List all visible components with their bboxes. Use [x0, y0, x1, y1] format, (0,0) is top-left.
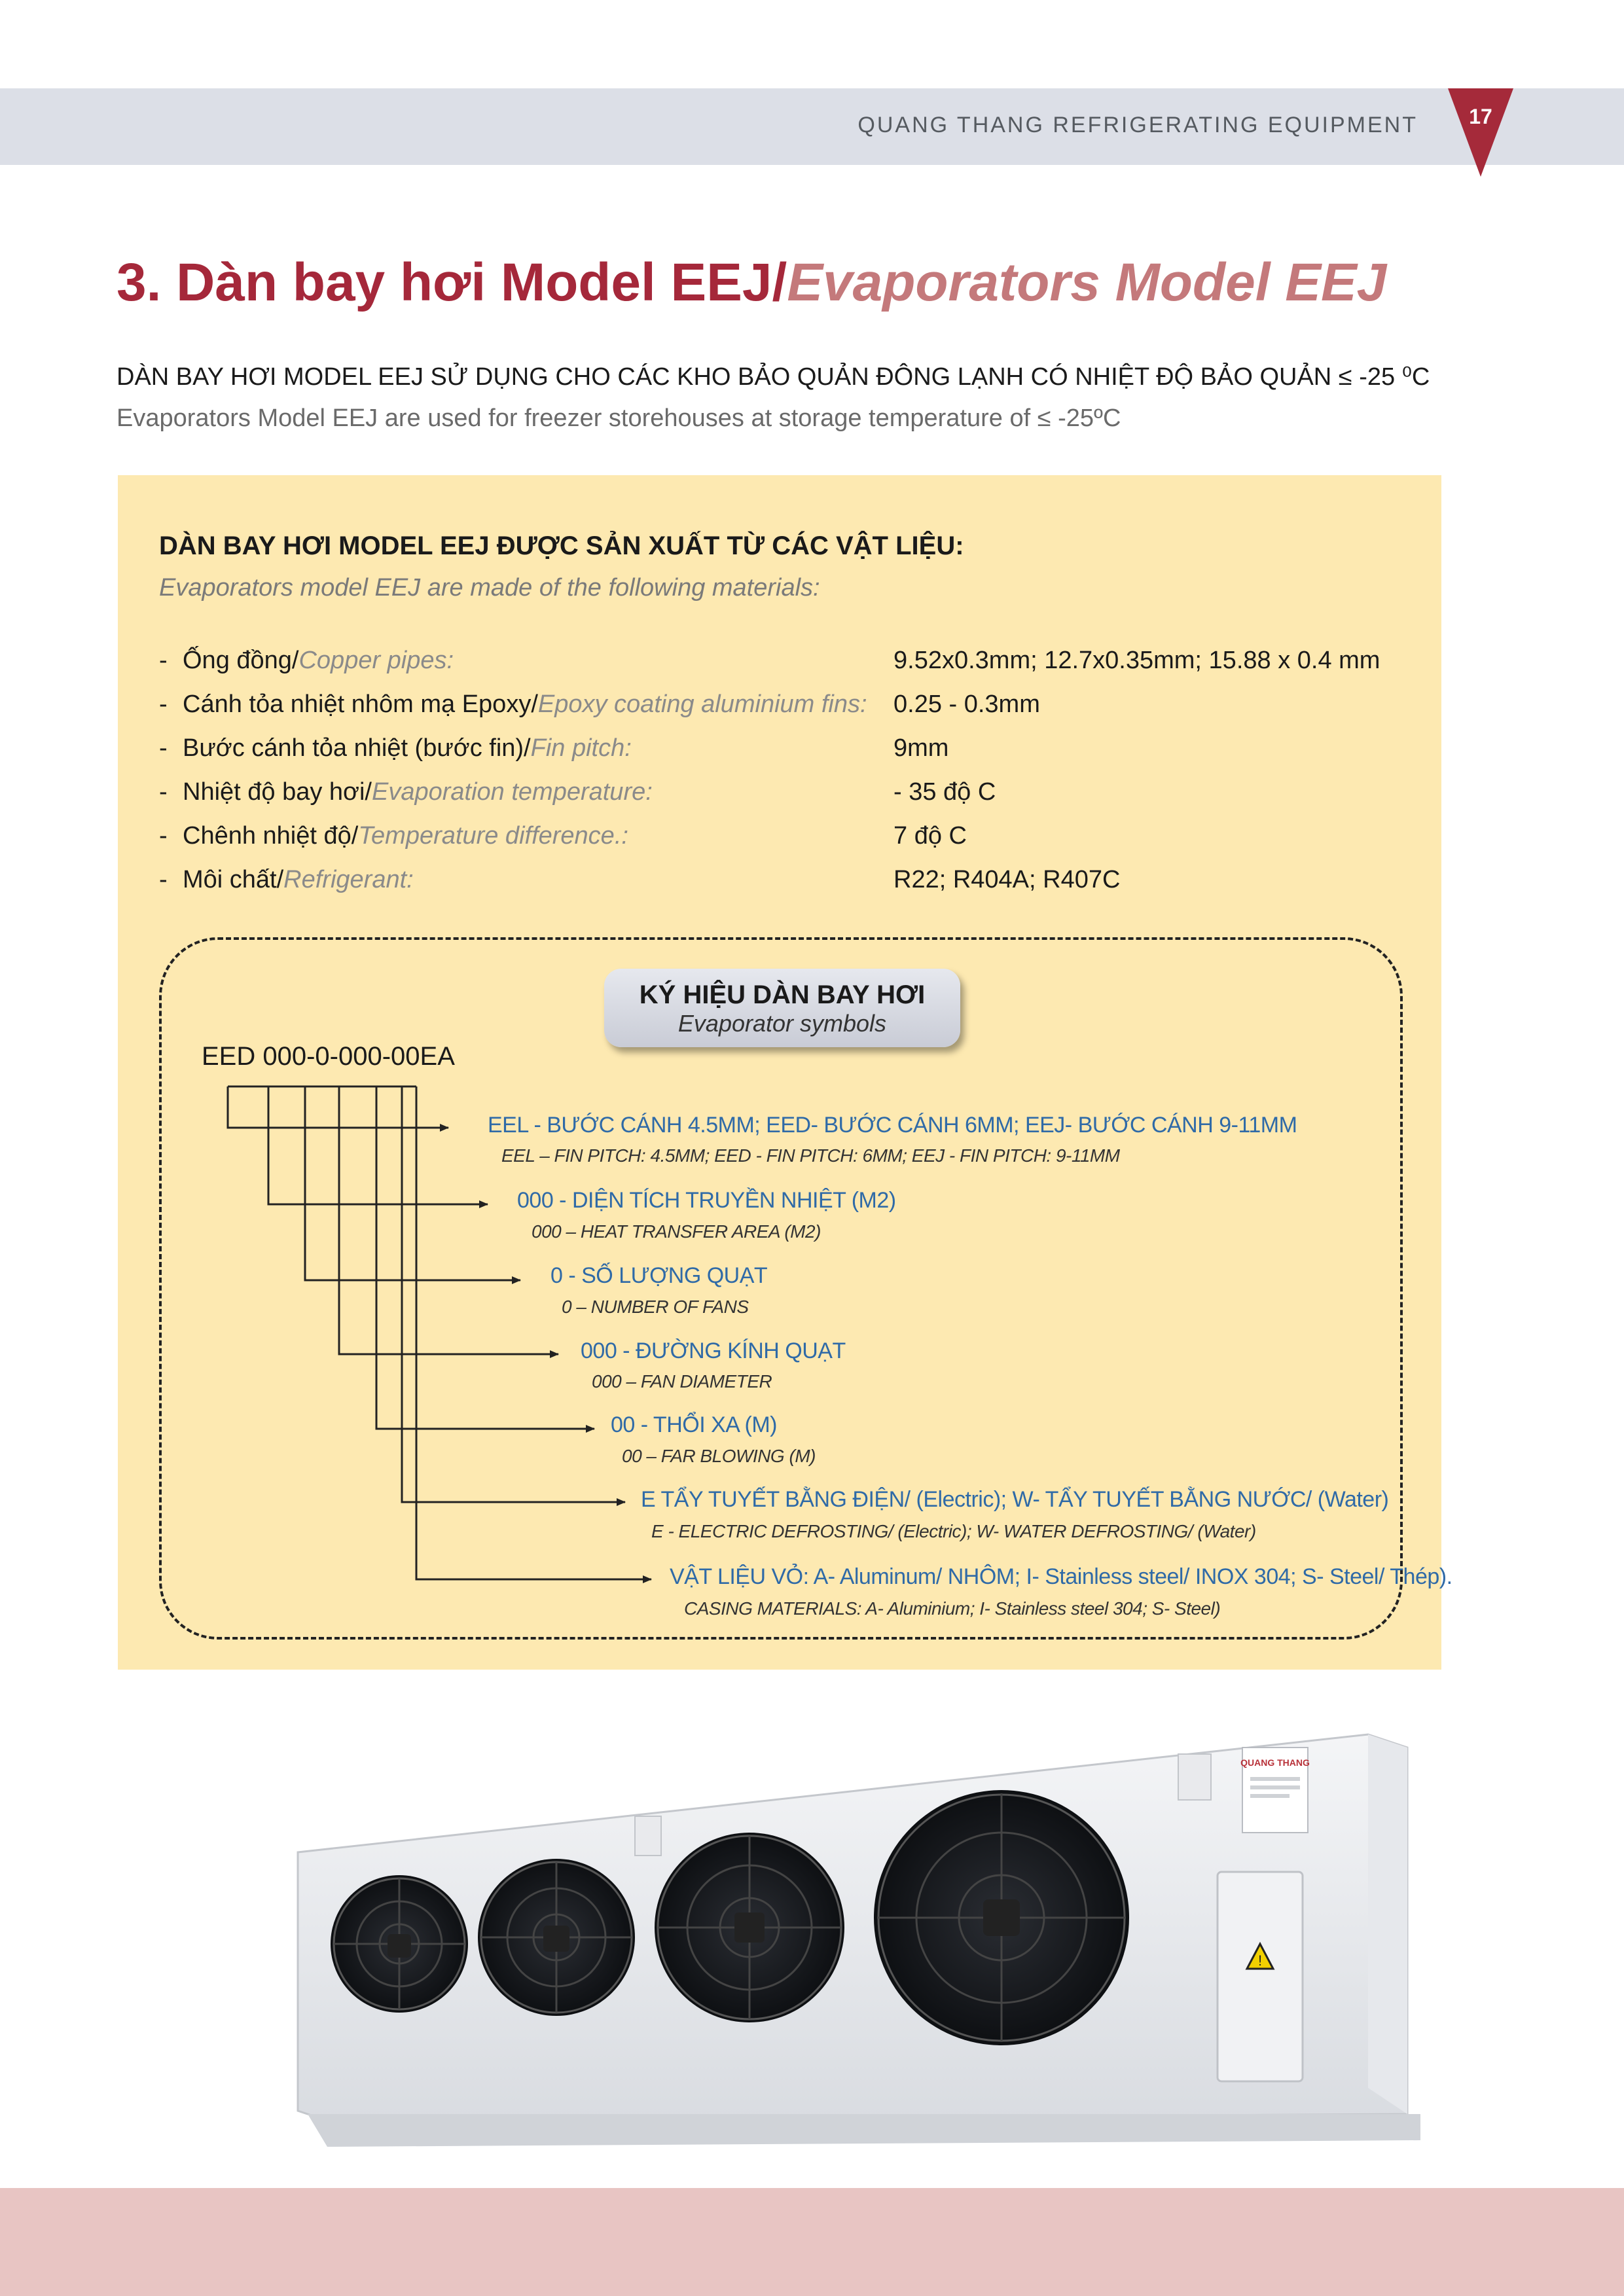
symbol-item-vn: EEL - BƯỚC CÁNH 4.5MM; EED- BƯỚC CÁNH 6MM; EEJ- BƯỚC CÁNH 9-11MM: [488, 1113, 1297, 1138]
page-number: 17: [1469, 105, 1492, 128]
spec-value: 9mm: [893, 734, 949, 762]
spec-row: - Chênh nhiệt độ/Temperature difference.: 7 độ C: [159, 822, 967, 850]
spec-label-en: Fin pitch:: [530, 734, 632, 762]
spec-value: - 35 độ C: [893, 778, 996, 806]
symbol-item-en: 000 – FAN DIAMETER: [592, 1371, 772, 1391]
company-name: QUANG THANG REFRIGERATING EQUIPMENT: [857, 113, 1418, 137]
svg-text:!: !: [1257, 1952, 1263, 1969]
spec-label-vn: Ống đồng/: [183, 647, 299, 674]
spec-row: - Ống đồng/Copper pipes: 9.52x0.3mm; 12.7x0.35mm; 15.88 x 0.4 mm: [159, 647, 1380, 674]
spec-row: - Cánh tỏa nhiệt nhôm mạ Epoxy/Epoxy coating aluminium fins: 0.25 - 0.3mm: [159, 691, 1040, 718]
spec-label-vn: Chênh nhiệt độ/: [183, 822, 359, 850]
spec-label-vn: Cánh tỏa nhiệt nhôm mạ Epoxy/: [183, 691, 538, 718]
spec-value: 9.52x0.3mm; 12.7x0.35mm; 15.88 x 0.4 mm: [893, 647, 1380, 674]
symbol-item-vn: E TẨY TUYẾT BẰNG ĐIỆN/ (Electric); W- TẨY TUYẾT BẰNG NƯỚC/ (Water): [641, 1487, 1389, 1512]
symbol-item-vn: VẬT LIỆU VỎ: A- Aluminum/ NHÔM; I- Stainless steel/ INOX 304; S- Steel/ Thép).: [670, 1564, 1453, 1589]
spec-label-vn: Môi chất/: [183, 866, 284, 893]
fan-icon: [655, 1833, 844, 2022]
evaporator-product-image: [288, 1721, 1427, 2173]
spec-label-en: Evaporation temperature:: [371, 778, 653, 806]
materials-heading-vn: DÀN BAY HƠI MODEL EEJ ĐƯỢC SẢN XUẤT TỪ CÁC VẬT LIỆU:: [159, 531, 964, 560]
spec-value: R22; R404A; R407C: [893, 866, 1121, 893]
symbol-item-en: 00 – FAR BLOWING (M): [622, 1446, 816, 1466]
electrical-box: [1218, 1872, 1303, 2081]
symbol-item-vn: 00 - THỔI XA (M): [611, 1412, 777, 1437]
symbol-item-en: CASING MATERIALS: A- Aluminium; I- Stainless steel 304; S- Steel): [684, 1598, 1221, 1619]
fan-icon: [331, 1875, 468, 2013]
symbol-item-en: E - ELECTRIC DEFROSTING/ (Electric); W- WATER DEFROSTING/ (Water): [651, 1521, 1256, 1541]
spec-row: - Bước cánh tỏa nhiệt (bước fin)/Fin pitch: 9mm: [159, 734, 949, 762]
fan-icon: [874, 1790, 1129, 2045]
symbol-code: EED 000-0-000-00EA: [202, 1042, 455, 1071]
symbol-badge-en: Evaporator symbols: [677, 1010, 887, 1037]
symbol-item-en: EEL – FIN PITCH: 4.5MM; EED - FIN PITCH: 6MM; EEJ - FIN PITCH: 9-11MM: [501, 1145, 1120, 1166]
spec-row: - Môi chất/Refrigerant: R22; R404A; R407C: [159, 866, 1121, 893]
title-en: Evaporators Model EEJ: [787, 253, 1387, 312]
brand-label: QUANG THANG: [1240, 1757, 1310, 1768]
symbol-badge-vn: KÝ HIỆU DÀN BAY HƠI: [639, 980, 926, 1009]
spec-label-vn: Nhiệt độ bay hơi/: [183, 778, 372, 806]
intro-en: Evaporators Model EEJ are used for freezer storehouses at storage temperature of ≤ -25ºC: [117, 404, 1121, 432]
spec-label-en: Refrigerant:: [283, 866, 414, 893]
spec-label-en: Temperature difference.:: [358, 822, 628, 850]
symbol-item-en: 000 – HEAT TRANSFER AREA (M2): [532, 1221, 821, 1242]
fan-icon: [478, 1859, 635, 2016]
spec-row: - Nhiệt độ bay hơi/Evaporation temperature: - 35 độ C: [159, 778, 996, 806]
spec-value: 0.25 - 0.3mm: [893, 691, 1040, 718]
spec-label-en: Copper pipes:: [298, 647, 454, 674]
tree-branch: [268, 1086, 488, 1204]
symbol-item-vn: 000 - ĐƯỜNG KÍNH QUẠT: [581, 1338, 846, 1363]
spec-label-en: Epoxy coating aluminium fins:: [537, 691, 867, 718]
intro-vn: DÀN BAY HƠI MODEL EEJ SỬ DỤNG CHO CÁC KHO BẢO QUẢN ĐÔNG LẠNH CÓ NHIỆT ĐỘ BẢO QUẢN ≤ -25 ⁰C: [117, 363, 1430, 391]
footer-band: [0, 2188, 1624, 2296]
materials-heading-en: Evaporators model EEJ are made of the following materials:: [159, 574, 820, 601]
title-vn: 3. Dàn bay hơi Model EEJ/: [117, 253, 787, 312]
symbol-item-vn: 0 - SỐ LƯỢNG QUẠT: [550, 1263, 768, 1288]
spec-label-vn: Bước cánh tỏa nhiệt (bước fin)/: [183, 734, 531, 762]
spec-value: 7 độ C: [893, 822, 967, 850]
symbol-item-vn: 000 - DIỆN TÍCH TRUYỀN NHIỆT (M2): [517, 1188, 896, 1213]
symbol-item-en: 0 – NUMBER OF FANS: [562, 1297, 749, 1317]
